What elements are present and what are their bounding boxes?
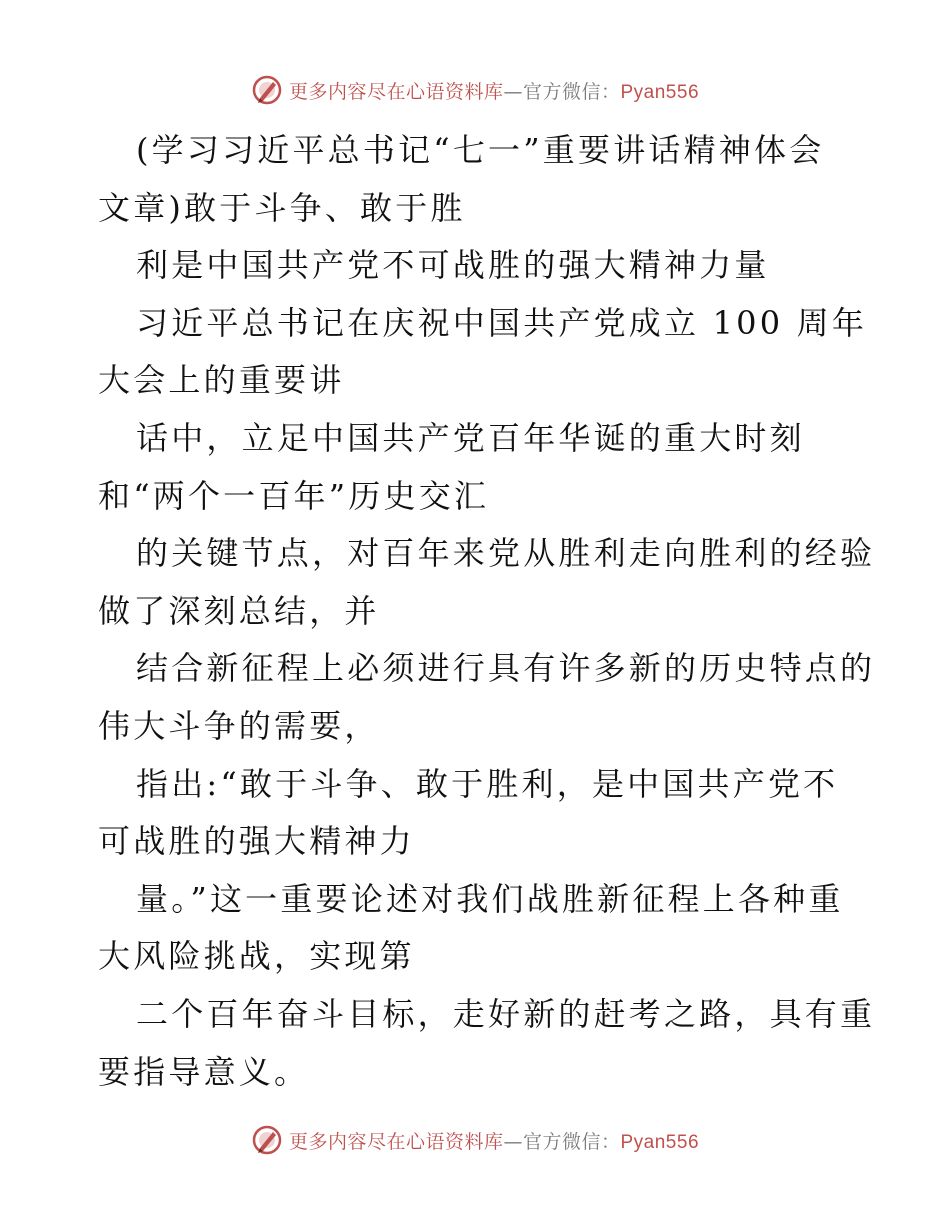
- document-body: [98, 122, 876, 1101]
- body-line: (学习习近平总书记“七一”重要讲话精神体会: [136, 131, 825, 169]
- body-line: 的关键节点，对百年来党从胜利走向胜利的经验: [136, 534, 876, 573]
- body-line: 大会上的重要讲: [98, 361, 345, 400]
- watermark-account: Pyan556: [620, 1131, 700, 1153]
- body-line: 二个百年奋斗目标，走好新的赶考之路，具有重: [136, 994, 876, 1033]
- body-line: 习近平总书记在庆祝中国共产党成立 100 周年: [136, 303, 868, 342]
- watermark-account: Pyan556: [620, 81, 700, 103]
- watermark-brand: 更多内容尽在心语资料库: [288, 1130, 504, 1153]
- body-line: 做了深刻总结，并: [98, 591, 380, 630]
- body-line: 利是中国共产党不可战胜的强大精神力量: [136, 246, 770, 285]
- body-line: 可战胜的强大精神力: [98, 822, 415, 861]
- pen-logo-icon: [251, 74, 283, 106]
- body-line: 话中，立足中国共产党百年华诞的重大时刻: [136, 418, 805, 457]
- watermark-text: [289, 1127, 699, 1154]
- watermark-separator: —: [503, 1130, 523, 1153]
- body-line: 伟大斗争的需要，: [98, 706, 380, 745]
- body-line: 指出:“敢于斗争、敢于胜利，是中国共产党不: [136, 764, 839, 803]
- watermark-text: [289, 77, 699, 104]
- body-line: 和“两个一百年”历史交汇: [98, 476, 490, 515]
- watermark-label: 官方微信：: [522, 80, 621, 103]
- body-line: 量。”这一重要论述对我们战胜新征程上各种重: [136, 879, 844, 918]
- pen-logo-icon: [251, 1124, 283, 1156]
- body-line: 大风险挑战，实现第: [98, 937, 415, 976]
- footer-watermark: [0, 1120, 950, 1160]
- body-line: 要指导意义。: [98, 1052, 310, 1091]
- body-line: 结合新征程上必须进行具有许多新的历史特点的: [136, 649, 876, 688]
- watermark-label: 官方微信：: [522, 1130, 621, 1153]
- watermark-separator: —: [503, 80, 523, 103]
- header-watermark: [0, 70, 950, 110]
- body-line: 文章)敢于斗争、敢于胜: [98, 188, 466, 227]
- watermark-brand: 更多内容尽在心语资料库: [288, 80, 504, 103]
